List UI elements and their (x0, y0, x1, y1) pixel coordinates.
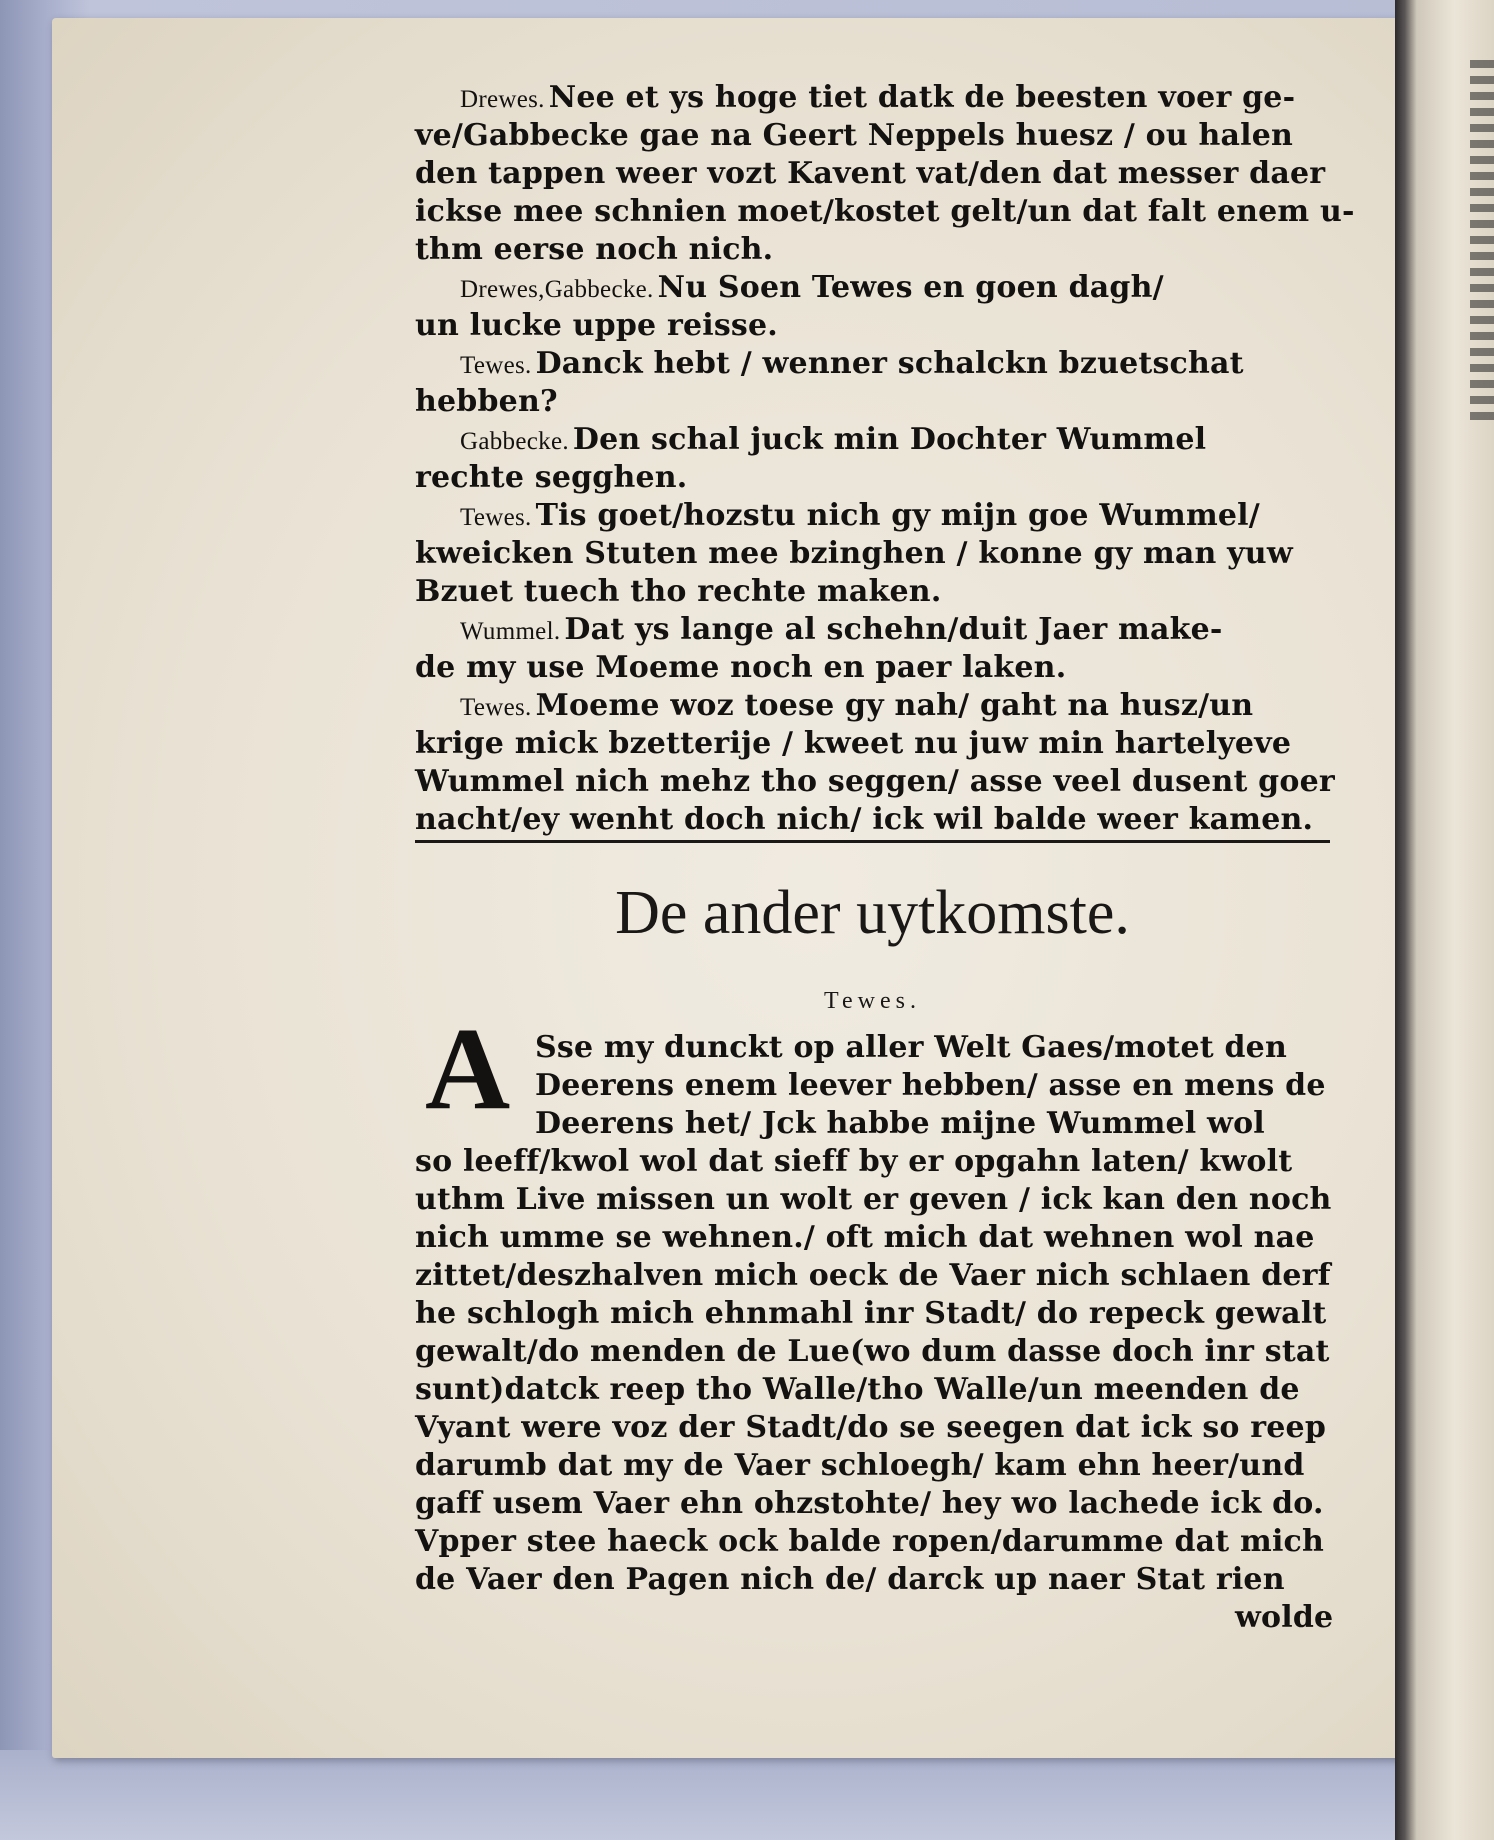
speaker-name: Tewes. (460, 352, 532, 379)
text-line: kweicken Stuten mee bzinghen / konne gy man yuw (415, 536, 1293, 571)
text-line: Deerens enem leever hebben/ asse en mens de (535, 1068, 1326, 1103)
speaker-name: Tewes. (460, 504, 532, 531)
text-line: uthm Live missen un wolt er geven / ick kan den noch (415, 1182, 1332, 1217)
text-line: Drewes. Nee et ys hoge tiet datk de beesten voer ge- (460, 80, 1296, 115)
text-line: den tappen weer vozt Kavent vat/den dat messer daer (415, 156, 1326, 191)
text-line: Wummel. Dat ys lange al schehn/duit Jaer make- (460, 612, 1223, 647)
text-line: Vyant were voz der Stadt/do se seegen dat ick so reep (415, 1410, 1327, 1445)
text-line: Vpper stee haeck ock balde ropen/darumme dat mich (415, 1524, 1325, 1559)
text-line: he schlogh mich ehnmahl inr Stadt/ do repeck gewalt (415, 1296, 1327, 1331)
speaker-name: Drewes,Gabbecke. (460, 276, 654, 303)
text-line: nich umme se wehnen./ oft mich dat wehnen wol nae (415, 1220, 1315, 1255)
text-line: Deerens het/ Jck habbe mijne Wummel wol (535, 1106, 1265, 1141)
background-cloth (0, 1750, 1494, 1840)
text-line: de Vaer den Pagen nich de/ darck up naer Stat rien (415, 1562, 1285, 1597)
text-line: de my use Moeme noch en paer laken. (415, 650, 1067, 685)
text-line: Tewes. Danck hebt / wenner schalckn bzuetschat (460, 346, 1244, 381)
section-speaker: Tewes. (824, 988, 921, 1014)
text-line: gewalt/do menden de Lue(wo dum dasse doch inr stat (415, 1334, 1330, 1369)
text-line: thm eerse noch nich. (415, 232, 774, 267)
text-line: Bzuet tuech tho rechte maken. (415, 574, 942, 609)
text-line: rechte segghen. (415, 460, 688, 495)
text-line: Gabbecke. Den schal juck min Dochter Wummel (460, 422, 1207, 457)
text-line: ickse mee schnien moet/kostet gelt/un dat falt enem u- (415, 194, 1355, 229)
text-line: Wummel nich mehz tho seggen/ asse veel dusent goer (415, 764, 1335, 799)
text-line: Tewes. Tis goet/hozstu nich gy mijn goe Wummel/ (460, 498, 1260, 533)
section-divider (415, 840, 1330, 843)
text-line: ve/Gabbecke gae na Geert Neppels huesz / ou halen (415, 118, 1294, 153)
text-line: hebben? (415, 384, 558, 419)
text-line: nacht/ey wenht doch nich/ ick wil balde weer kamen. (415, 802, 1314, 837)
speaker-name: Drewes. (460, 86, 545, 113)
text-line: darumb dat my de Vaer schloegh/ kam ehn heer/und (415, 1448, 1305, 1483)
text-line: wolde (1235, 1600, 1334, 1635)
text-line: sunt)datck reep tho Walle/tho Walle/un meenden de (415, 1372, 1300, 1407)
text-line: krige mick bzetterije / kweet nu juw min hartelyeve (415, 726, 1292, 761)
drop-cap: A (425, 1003, 511, 1134)
text-line: zittet/deszhalven mich oeck de Vaer nich schlaen derf (415, 1258, 1331, 1293)
text-line: so leeff/kwol wol dat sieff by er opgahn laten/ kwolt (415, 1144, 1293, 1179)
text-line: gaff usem Vaer ehn ohzstohte/ hey wo lachede ick do. (415, 1486, 1324, 1521)
speaker-name: Wummel. (460, 618, 561, 645)
speaker-name: Tewes. (460, 694, 532, 721)
facing-page-edge (1470, 60, 1494, 420)
speaker-name: Gabbecke. (460, 428, 569, 455)
section-heading: De ander uytkomste. (615, 879, 1130, 947)
text-line: Tewes. Moeme woz toese gy nah/ gaht na husz/un (460, 688, 1254, 723)
text-line: un lucke uppe reisse. (415, 308, 778, 343)
text-line: Sse my dunckt op aller Welt Gaes/motet den (535, 1030, 1287, 1065)
text-line: Drewes,Gabbecke. Nu Soen Tewes en goen dagh/ (460, 270, 1164, 305)
